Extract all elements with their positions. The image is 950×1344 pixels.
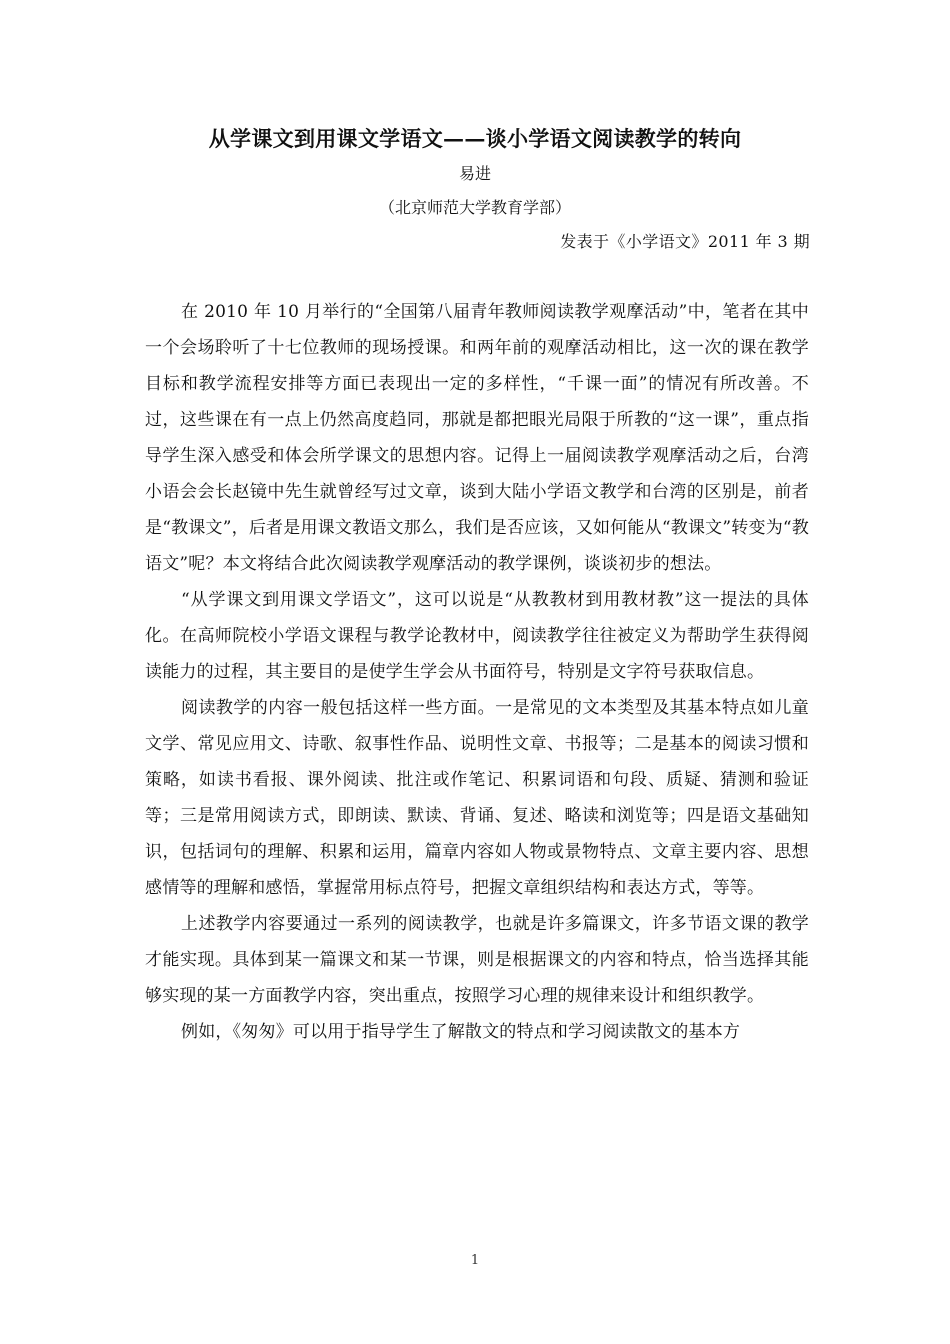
paragraph: 例如，《匆匆》可以用于指导学生了解散文的特点和学习阅读散文的基本方	[181, 1022, 741, 1042]
author-name: 易进	[458, 164, 491, 183]
paragraph: 上述教学内容要通过一系列的阅读教学，也就是许多篇课文，许多节语文课的教学才能实现。具体到某一篇课文和某一节课，则是根据课文的内容和特点，恰当选择其能够实现的某一方面教学内容，突出重点，按照学习心理的规律来设计和组织教学。	[145, 914, 809, 1006]
publication-info: 发表于《小学语文》2011 年 3 期	[560, 232, 810, 251]
body-text	[145, 294, 809, 1050]
paragraph: 阅读教学的内容一般包括这样一些方面。一是常见的文本类型及其基本特点如儿童文学、常见应用文、诗歌、叙事性作品、说明性文章、书报等；二是基本的阅读习惯和策略，如读书看报、课外阅读、批注或作笔记、积累词语和句段、质疑、猜测和验证等；三是常用阅读方式，即朗读、默读、背诵、复述、略读和浏览等；四是语文基础知识，包括词句的理解、积累和运用，篇章内容如人物或景物特点、文章主要内容、思想感情等的理解和感悟，掌握常用标点符号，把握文章组织结构和表达方式，等等。	[145, 698, 809, 898]
paragraph: 在 2010 年 10 月举行的“全国第八届青年教师阅读教学观摩活动”中，笔者在其中一个会场聆听了十七位教师的现场授课。和两年前的观摩活动相比，这一次的课在教学目标和教学流程安排等方面已表现出一定的多样性，“千课一面”的情况有所改善。不过，这些课在有一点上仍然高度趋同，那就是都把眼光局限于所教的“这一课”，重点指导学生深入感受和体会所学课文的思想内容。记得上一届阅读教学观摩活动之后，台湾小语会会长赵镜中先生就曾经写过文章，谈到大陆小学语文教学和台湾的区别是，前者是“教课文”，后者是用课文教语文那么，我们是否应该，又如何能从“教课文”转变为“教语文”呢？本文将结合此次阅读教学观摩活动的教学课例，谈谈初步的想法。	[145, 302, 809, 574]
author-affiliation: （北京师范大学教育学部）	[378, 198, 571, 217]
page-number: 1	[470, 1253, 480, 1268]
paragraph: “从学课文到用课文学语文”，这可以说是“从教教材到用教材教”这一提法的具体化。在高师院校小学语文课程与教学论教材中，阅读教学往往被定义为帮助学生获得阅读能力的过程，其主要目的是使学生学会从书面符号，特别是文字符号获取信息。	[145, 590, 809, 682]
document-title: 从学课文到用课文学语文——谈小学语文阅读教学的转向	[208, 126, 742, 151]
